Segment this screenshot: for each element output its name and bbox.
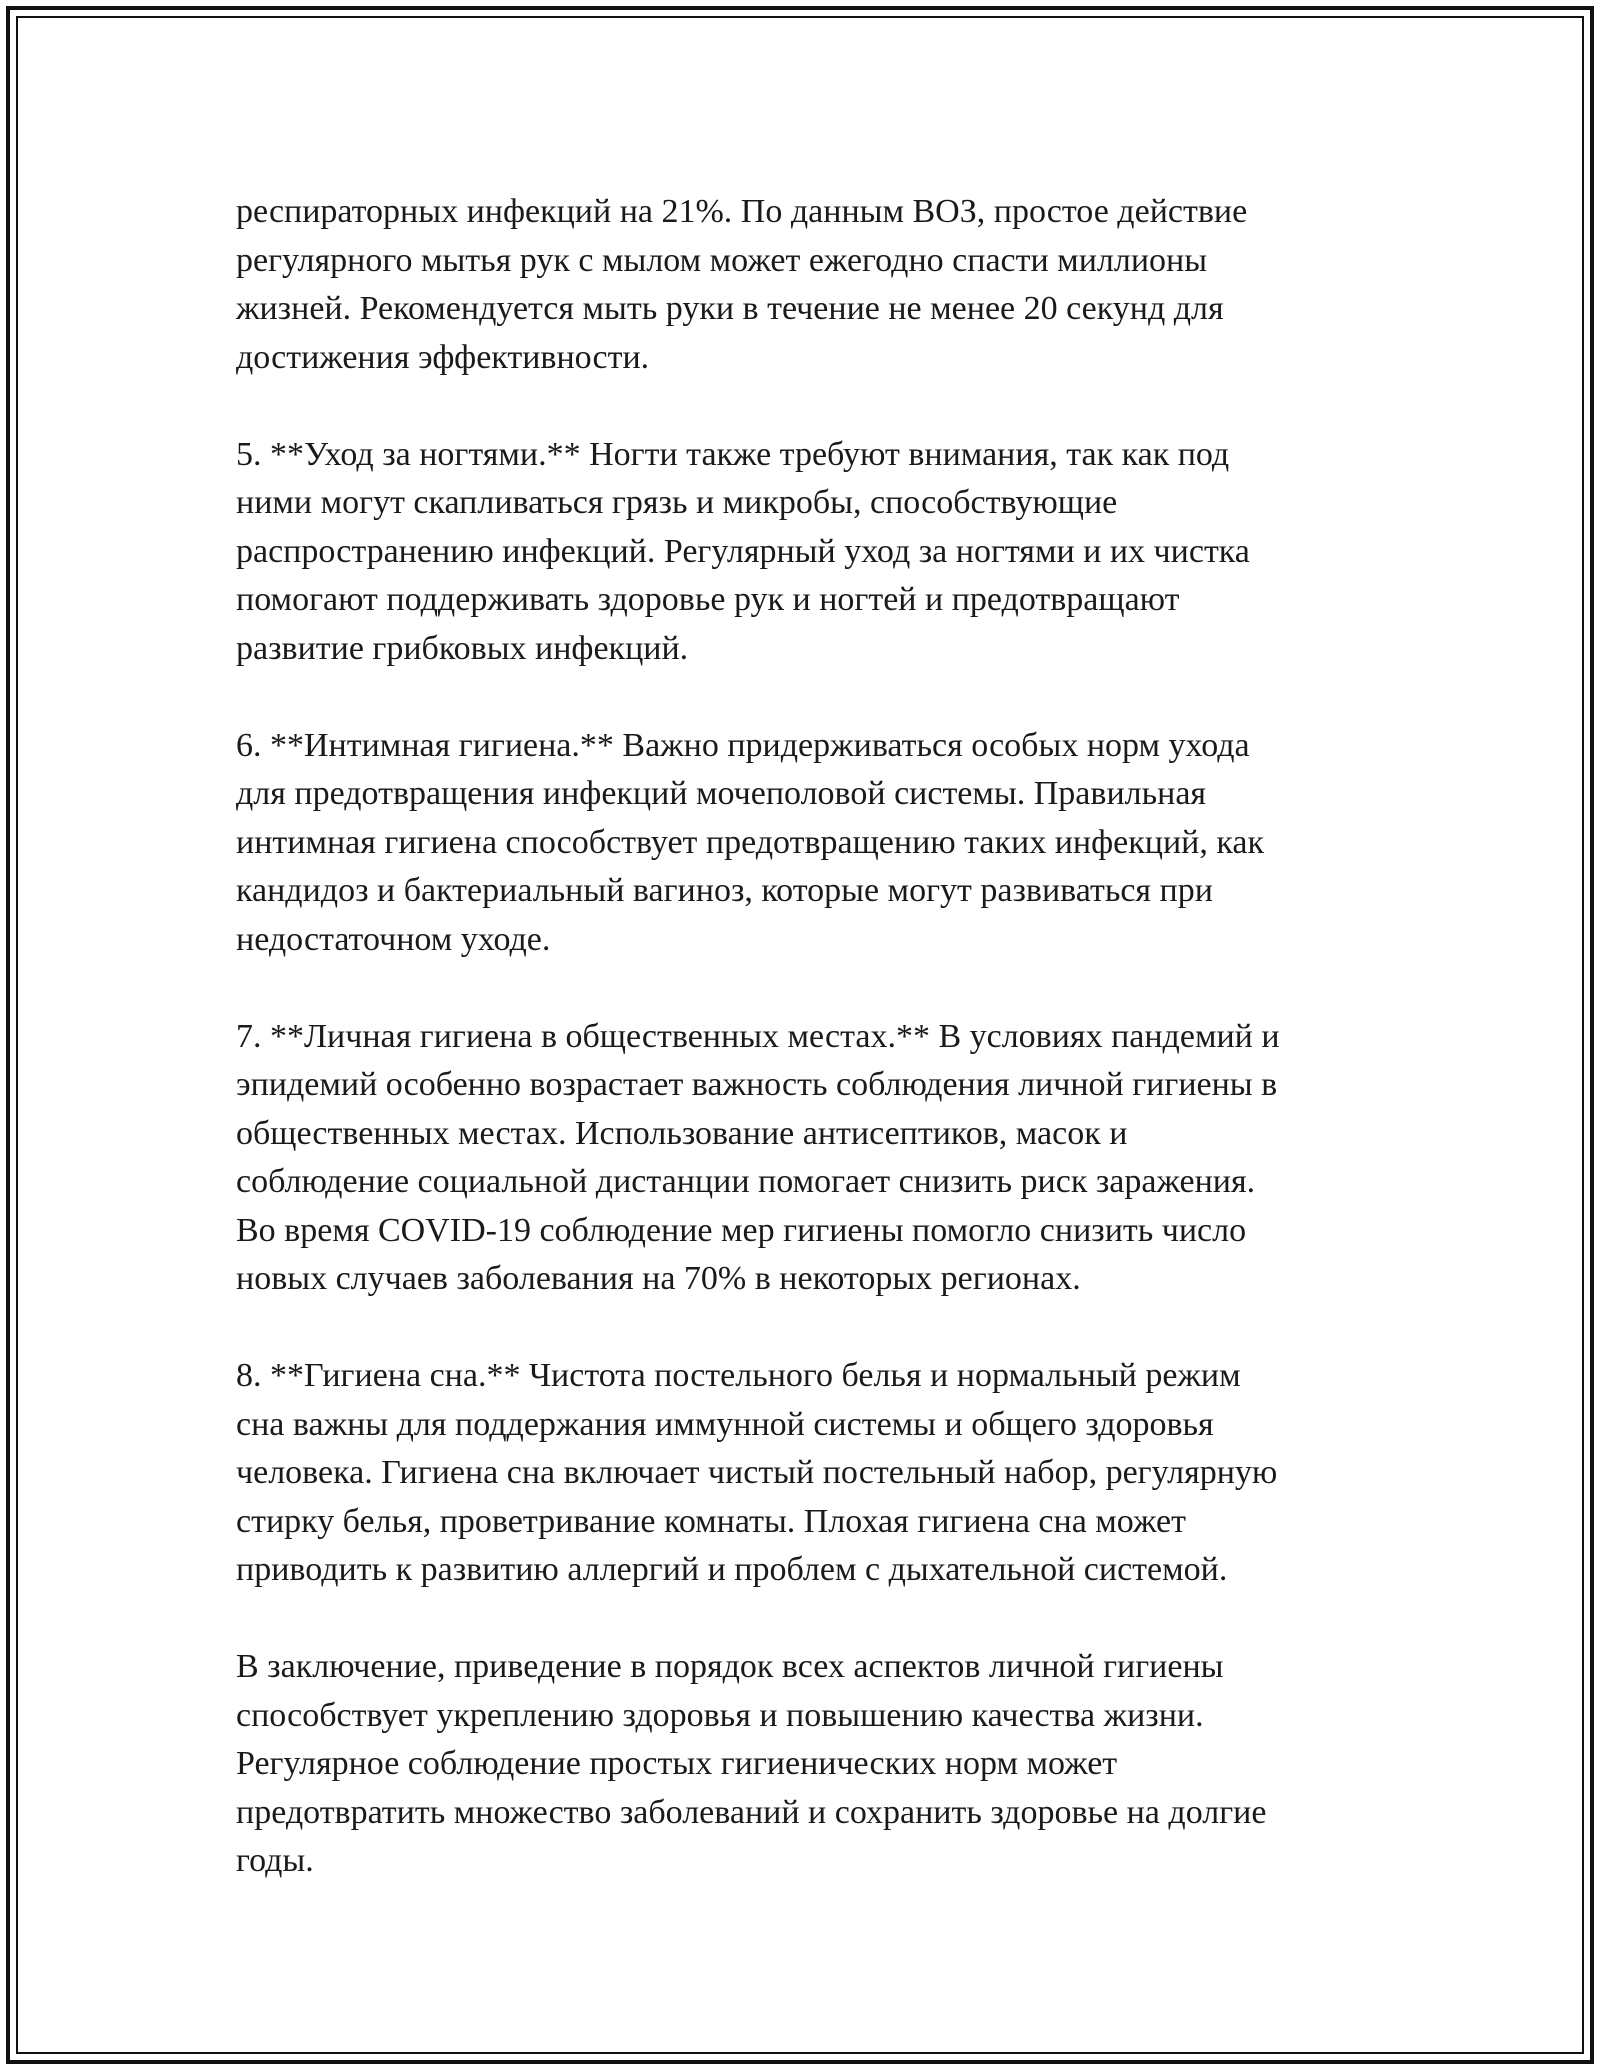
text-line: 5. **Уход за ногтями.** Ногти также требуют внимания, так как под (236, 435, 1230, 473)
text-line: Регулярное соблюдение простых гигиенических норм может (236, 1745, 1118, 1782)
text-line: В заключение, приведение в порядок всех аспектов личной гигиены (236, 1648, 1224, 1685)
text-line: 7. **Личная гигиена в общественных местах.** В условиях пандемий и (236, 1017, 1280, 1055)
paragraph-conclusion (236, 1643, 1376, 1886)
text-line: для предотвращения инфекций мочеполовой системы. Правильная (236, 775, 1207, 812)
text-line: годы. (236, 1842, 314, 1879)
text-line: достижения эффективности. (236, 338, 650, 376)
text-line: Во время COVID-19 соблюдение мер гигиены помогло снизить число (236, 1211, 1247, 1249)
text-line: новых случаев заболевания на 70% в некоторых регионах. (236, 1260, 1081, 1297)
document-body (236, 188, 1376, 1934)
text-line: развитие грибковых инфекций. (236, 629, 689, 667)
text-line: эпидемий особенно возрастает важность соблюдения личной гигиены в (236, 1066, 1278, 1103)
text-line: 8. **Гигиена сна.** Чистота постельного белья и нормальный режим (236, 1357, 1241, 1394)
text-line: недостаточном уходе. (236, 920, 551, 958)
text-line: помогают поддерживать здоровье рук и ногтей и предотвращают (236, 581, 1180, 618)
text-line: распространению инфекций. Регулярный уход за ногтями и их чистка (236, 532, 1250, 570)
text-line: регулярного мытья рук с мылом может ежегодно спасти миллионы (236, 241, 1208, 279)
text-line: предотвратить множество заболеваний и сохранить здоровье на долгие (236, 1793, 1267, 1831)
text-line: ними могут скапливаться грязь и микробы, способствующие (236, 484, 1118, 521)
text-line: сна важны для поддержания иммунной системы и общего здоровья (236, 1405, 1214, 1443)
paragraph-intimate-hygiene (236, 722, 1376, 965)
paragraph-nail-care (236, 431, 1376, 674)
text-line: общественных местах. Использование антисептиков, масок и (236, 1114, 1128, 1152)
paragraph-handwashing-continued (236, 188, 1376, 382)
text-line: респираторных инфекций на 21%. По данным ВОЗ, простое действие (236, 193, 1248, 230)
text-line: интимная гигиена способствует предотвращению таких инфекций, как (236, 823, 1264, 861)
text-line: стирку белья, проветривание комнаты. Плохая гигиена сна может (236, 1502, 1186, 1540)
text-line: кандидоз и бактериальный вагиноз, которые могут развиваться при (236, 872, 1213, 909)
paragraph-sleep-hygiene (236, 1352, 1376, 1595)
text-line: способствует укреплению здоровья и повышению качества жизни. (236, 1696, 1204, 1734)
text-line: 6. **Интимная гигиена.** Важно придерживаться особых норм ухода (236, 726, 1250, 764)
text-line: приводить к развитию аллергий и проблем с дыхательной системой. (236, 1551, 1228, 1588)
text-line: жизней. Рекомендуется мыть руки в течение не менее 20 секунд для (236, 290, 1224, 327)
paragraph-public-hygiene (236, 1013, 1376, 1304)
text-line: человека. Гигиена сна включает чистый постельный набор, регулярную (236, 1454, 1278, 1491)
text-line: соблюдение социальной дистанции помогает снизить риск заражения. (236, 1163, 1256, 1200)
